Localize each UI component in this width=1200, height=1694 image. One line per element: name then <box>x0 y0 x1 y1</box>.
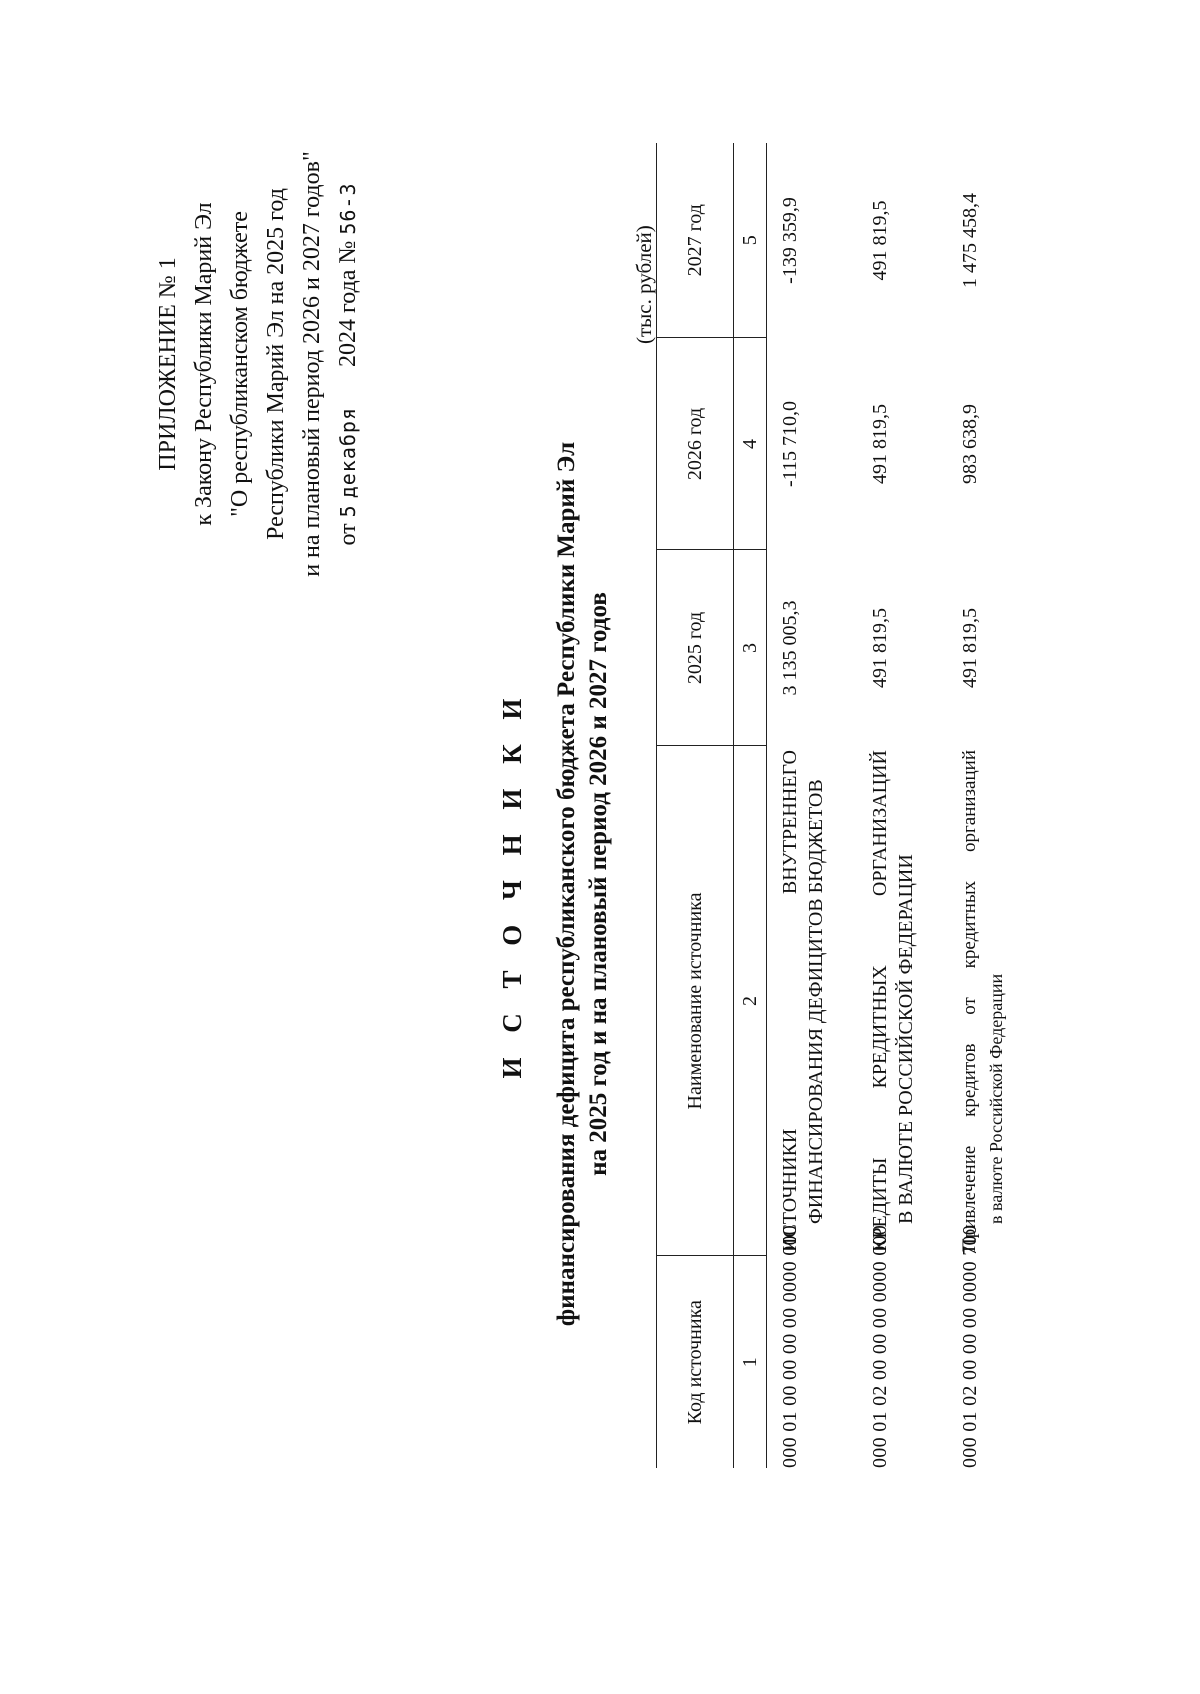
units-label: (тыс. рублей) <box>632 225 656 344</box>
column-number: 2 <box>734 746 767 1256</box>
cell-name-line1: ИСТОЧНИКИ ВНУТРЕННЕГО <box>779 750 801 1252</box>
sources-table <box>656 143 1037 1468</box>
column-number-row <box>734 143 767 1468</box>
cell-2025: 3 135 005,3 <box>779 600 801 696</box>
header-code: Код источника <box>657 1256 734 1468</box>
cell-name-line2: ФИНАНСИРОВАНИЯ ДЕФИЦИТОВ БЮДЖЕТОВ <box>805 779 827 1224</box>
cell-code: 000 01 02 00 00 00 0000 000 <box>869 1224 891 1468</box>
header-2027: 2027 год <box>657 143 734 338</box>
table-row <box>767 143 858 1468</box>
cell-name-line2: в валюте Российской Федерации <box>986 973 1006 1224</box>
appendix-title: ПРИЛОЖЕНИЕ № 1 <box>155 257 181 471</box>
header-name: Наименование источника <box>657 746 734 1256</box>
header-2025: 2025 год <box>657 550 734 746</box>
appendix-law-line: к Закону Республики Марий Эл <box>191 202 217 526</box>
cell-name <box>947 746 1037 1256</box>
document-subtitle-line2: на 2025 год и на плановый период 2026 и 2027 годов <box>585 592 612 1176</box>
cell-2026: -115 710,0 <box>779 401 801 487</box>
date-number: 56-З <box>336 182 360 235</box>
cell-2027: -139 359,9 <box>779 197 801 284</box>
cell-name <box>767 746 858 1256</box>
cell-code: 000 01 00 00 00 00 0000 000 <box>779 1224 801 1468</box>
cell-2025: 491 819,5 <box>869 608 891 688</box>
appendix-law-title-line3: и на плановый период 2026 и 2027 годов" <box>299 151 325 577</box>
column-number: 1 <box>734 1256 767 1468</box>
table-header-row <box>657 143 734 1468</box>
appendix-law-title-line2: Республики Марий Эл на 2025 год <box>263 188 289 540</box>
cell-code: 000 01 02 00 00 00 0000 700 <box>959 1224 981 1468</box>
document-title: И С Т О Ч Н И К И <box>497 689 527 1079</box>
appendix-block <box>150 94 366 634</box>
table-row <box>947 143 1037 1468</box>
column-number: 4 <box>734 338 767 550</box>
cell-name-line1: Привлечение кредитов от кредитных организаций <box>959 750 980 1252</box>
date-day: 5 <box>336 504 360 518</box>
document-title-block <box>495 334 615 1434</box>
header-2026: 2026 год <box>657 338 734 550</box>
appendix-law-title-line1: "О республиканском бюджете <box>227 211 253 517</box>
date-prefix: от <box>335 523 361 546</box>
column-number: 3 <box>734 550 767 746</box>
table-row <box>857 143 947 1468</box>
appendix-date-line <box>330 94 366 634</box>
column-number: 5 <box>734 143 767 338</box>
cell-name-line1: КРЕДИТЫ КРЕДИТНЫХ ОРГАНИЗАЦИЙ <box>869 750 891 1252</box>
cell-2026: 983 638,9 <box>959 404 981 484</box>
cell-2027: 1 475 458,4 <box>959 193 981 288</box>
document-subtitle-line1: финансирования дефицита республиканского бюджета Республики Марий Эл <box>553 441 580 1327</box>
cell-2026: 491 819,5 <box>869 404 891 484</box>
cell-name-line2: В ВАЛЮТЕ РОССИЙСКОЙ ФЕДЕРАЦИИ <box>895 854 917 1224</box>
date-month: декабря <box>336 407 360 499</box>
cell-2027: 491 819,5 <box>869 200 891 281</box>
cell-2025: 491 819,5 <box>959 608 981 688</box>
date-year: 2024 года № <box>335 240 361 367</box>
cell-name <box>857 746 947 1256</box>
